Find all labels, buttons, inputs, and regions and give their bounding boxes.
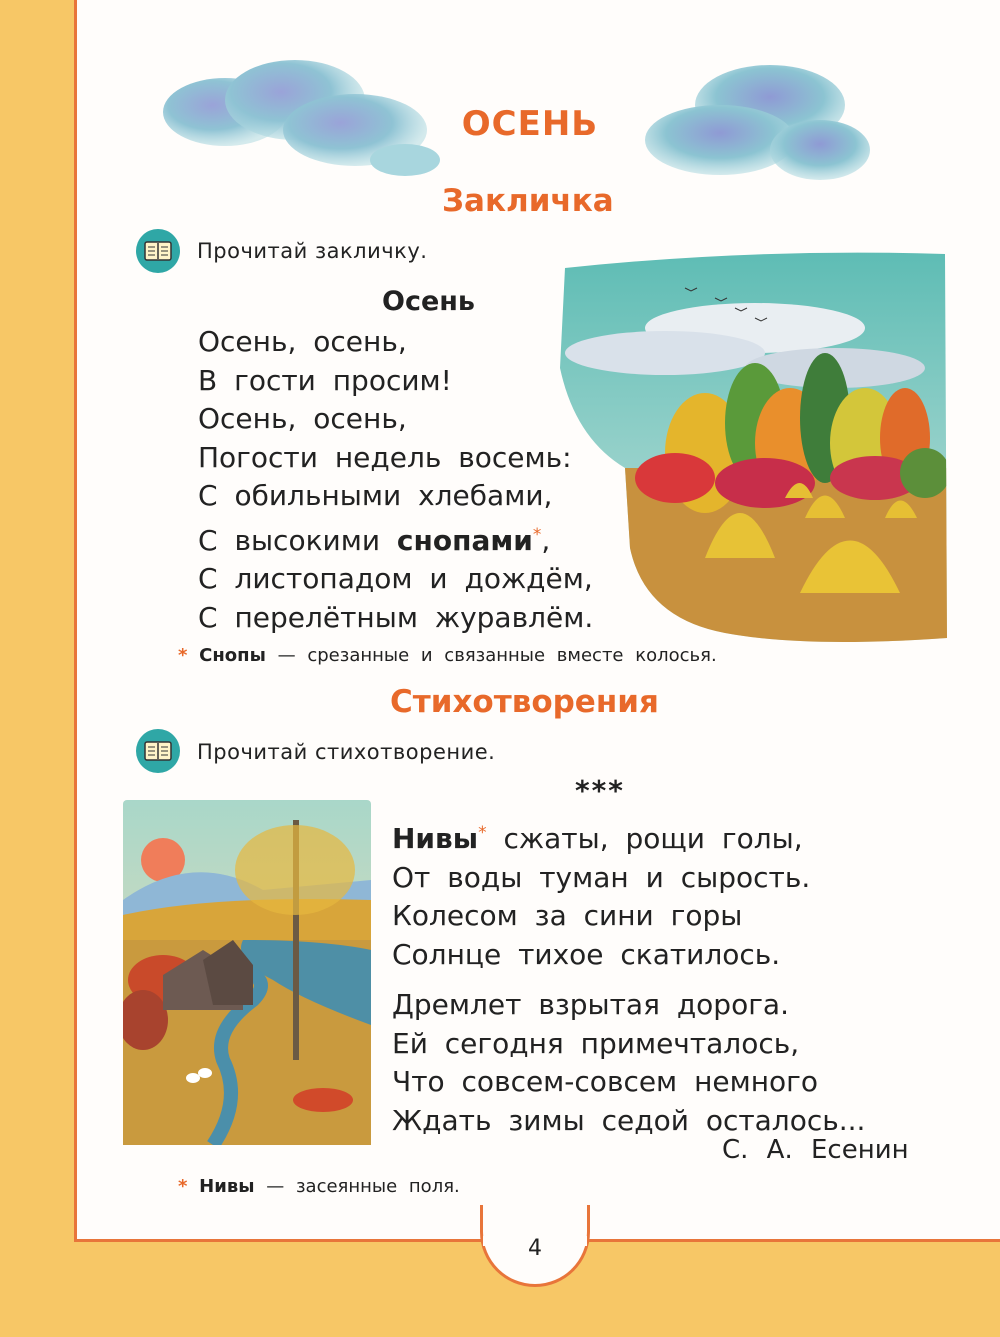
task-instruction-1: Прочитай закличку. <box>197 239 428 263</box>
footnote-nivy <box>178 1176 460 1197</box>
poem-line: Осень, осень, <box>198 402 407 435</box>
poem-line: Что совсем-совсем немного <box>392 1065 819 1098</box>
footnote-term: Снопы <box>199 645 266 666</box>
footnote-text: — срезанные и связанные вместе колосья. <box>277 645 717 666</box>
book-icon <box>136 229 180 273</box>
poem-line: С перелётным журавлём. <box>198 600 594 634</box>
poem-line: Солнце тихое скатилось. <box>392 937 781 971</box>
footnote-star: * <box>178 1176 188 1197</box>
footnote-text: — засеянные поля. <box>266 1176 460 1197</box>
section-title-zaklichka: Закличка <box>442 183 614 219</box>
poem-line: В гости просим! <box>198 363 452 397</box>
page-number: 4 <box>528 1236 542 1261</box>
autumn-haystacks-illustration <box>555 248 950 648</box>
poem-line-with-footnote <box>198 516 593 561</box>
poem-line: Погости недель восемь: <box>198 440 572 474</box>
footnote-star: * <box>178 645 188 666</box>
footnote-marker: * <box>478 823 487 843</box>
section-title-stikhotvoreniya: Стихотворения <box>390 684 659 720</box>
footnote-marker: * <box>532 524 542 545</box>
poem-line: Осень, осень, <box>198 325 407 358</box>
poem-line: С листопадом и дождём, <box>198 562 593 595</box>
poem-title-osen: Осень <box>382 286 475 317</box>
poem-line: Дремлет взрытая дорога. <box>392 988 789 1021</box>
autumn-village-illustration <box>123 800 371 1145</box>
esenin-poem <box>392 814 865 1140</box>
poem-line-text: С высокими <box>198 523 397 557</box>
poem-line-with-footnote <box>392 814 865 859</box>
poem-line: Ждать зимы седой осталось... <box>392 1103 866 1137</box>
page-title: ОСЕНЬ <box>461 104 599 144</box>
poem-asterisks: *** <box>575 774 625 807</box>
footnoted-word: снопами <box>396 523 533 557</box>
footnote-snopy <box>178 645 717 666</box>
poem-line: Колесом за сини горы <box>392 899 743 932</box>
footnoted-word: Нивы <box>392 822 479 855</box>
book-icon <box>136 729 180 773</box>
footnote-term: Нивы <box>199 1176 255 1197</box>
poem-line-text: сжаты, рощи голы, <box>486 822 803 855</box>
poem-line: Ей сегодня примечталось, <box>392 1026 800 1060</box>
task-instruction-2: Прочитай стихотворение. <box>197 740 496 764</box>
poem-line: От воды туман и сырость. <box>392 860 811 894</box>
poem-line: С обильными хлебами, <box>198 479 553 512</box>
poem-line-punct: , <box>541 523 551 557</box>
poem-author: С. А. Есенин <box>722 1135 909 1165</box>
zaklichka-poem <box>198 323 593 637</box>
